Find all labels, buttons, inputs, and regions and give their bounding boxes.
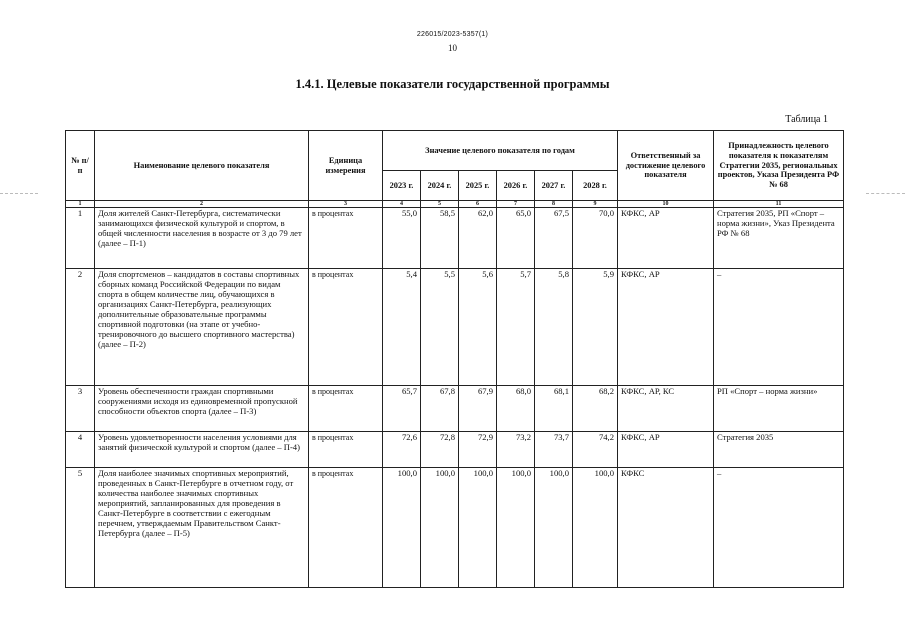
value-2028: 74,2 bbox=[573, 432, 618, 468]
value-2028: 100,0 bbox=[573, 468, 618, 588]
responsible: КФКС bbox=[618, 468, 714, 588]
value-2025: 62,0 bbox=[459, 208, 497, 269]
table-row bbox=[66, 386, 844, 432]
header-year: 2026 г. bbox=[497, 171, 535, 201]
responsible: КФКС, АР bbox=[618, 208, 714, 269]
table-row bbox=[66, 432, 844, 468]
value-2026: 73,2 bbox=[497, 432, 535, 468]
affiliation: – bbox=[714, 269, 844, 386]
column-number: 10 bbox=[618, 201, 714, 208]
value-2023: 72,6 bbox=[383, 432, 421, 468]
value-2023: 65,7 bbox=[383, 386, 421, 432]
header-year: 2028 г. bbox=[573, 171, 618, 201]
column-number: 5 bbox=[421, 201, 459, 208]
affiliation: – bbox=[714, 468, 844, 588]
table-caption: Таблица 1 bbox=[785, 114, 828, 125]
value-2023: 55,0 bbox=[383, 208, 421, 269]
indicator-name: Уровень обеспеченности граждан спортивными сооружениями исходя из единовременной пропускной способности объектов спорта (далее – П-3) bbox=[95, 386, 309, 432]
value-2028: 5,9 bbox=[573, 269, 618, 386]
value-2024: 100,0 bbox=[421, 468, 459, 588]
header-year: 2024 г. bbox=[421, 171, 459, 201]
row-number: 4 bbox=[66, 432, 95, 468]
indicator-unit: в процентах bbox=[309, 432, 383, 468]
column-number: 4 bbox=[383, 201, 421, 208]
value-2027: 67,5 bbox=[535, 208, 573, 269]
value-2026: 65,0 bbox=[497, 208, 535, 269]
column-number: 11 bbox=[714, 201, 844, 208]
value-2026: 5,7 bbox=[497, 269, 535, 386]
column-number-row bbox=[66, 201, 844, 208]
value-2024: 5,5 bbox=[421, 269, 459, 386]
row-number: 2 bbox=[66, 269, 95, 386]
column-number: 9 bbox=[573, 201, 618, 208]
indicator-name: Доля спортсменов – кандидатов в составы спортивных сборных команд Российской Федерации по видам спорта в общем количестве лиц, обучающихся в организациях Санкт-Петербурга, реализующих дополнительные образовательные программы спортивной подготовки (на этапе от учебно-тренировочного до высшего спортивного мастерства) (далее – П-2) bbox=[95, 269, 309, 386]
header-name: Наименование целевого показателя bbox=[95, 131, 309, 201]
header-year: 2023 г. bbox=[383, 171, 421, 201]
value-2023: 5,4 bbox=[383, 269, 421, 386]
value-2025: 100,0 bbox=[459, 468, 497, 588]
value-2027: 100,0 bbox=[535, 468, 573, 588]
page-number: 10 bbox=[448, 43, 457, 53]
column-number: 3 bbox=[309, 201, 383, 208]
target-indicators-table bbox=[65, 130, 844, 588]
column-number: 8 bbox=[535, 201, 573, 208]
header-unit: Единица измерения bbox=[309, 131, 383, 201]
affiliation: Стратегия 2035 bbox=[714, 432, 844, 468]
value-2024: 72,8 bbox=[421, 432, 459, 468]
table-row bbox=[66, 208, 844, 269]
indicator-unit: в процентах bbox=[309, 208, 383, 269]
value-2023: 100,0 bbox=[383, 468, 421, 588]
value-2025: 67,9 bbox=[459, 386, 497, 432]
indicator-unit: в процентах bbox=[309, 269, 383, 386]
indicator-name: Доля наиболее значимых спортивных мероприятий, проведенных в Санкт-Петербурге в отчетном году, от количества наиболее значимых спортивных мероприятий, запланированных для проведения в Санкт-Петербурге в соответствии с ежегодным перечнем, утверждаемым Правительством Санкт-Петербурга (далее – П-5) bbox=[95, 468, 309, 588]
value-2027: 68,1 bbox=[535, 386, 573, 432]
responsible: КФКС, АР, КС bbox=[618, 386, 714, 432]
responsible: КФКС, АР bbox=[618, 269, 714, 386]
header-values-group: Значение целевого показателя по годам bbox=[383, 131, 618, 171]
header-year: 2027 г. bbox=[535, 171, 573, 201]
value-2027: 73,7 bbox=[535, 432, 573, 468]
indicator-unit: в процентах bbox=[309, 386, 383, 432]
column-number: 1 bbox=[66, 201, 95, 208]
header-number: № п/п bbox=[66, 131, 95, 201]
scan-line-left bbox=[0, 193, 38, 194]
value-2024: 67,8 bbox=[421, 386, 459, 432]
page-title: 1.4.1. Целевые показатели государственной программы bbox=[295, 77, 610, 91]
header-affiliation: Принадлежность целевого показателя к показателям Стратегии 2035, региональных проектов, Указа Президента РФ № 68 bbox=[714, 131, 844, 201]
header-year: 2025 г. bbox=[459, 171, 497, 201]
scan-line-right bbox=[866, 193, 905, 194]
column-number: 7 bbox=[497, 201, 535, 208]
affiliation: Стратегия 2035, РП «Спорт – норма жизни», Указ Президента РФ № 68 bbox=[714, 208, 844, 269]
indicator-unit: в процентах bbox=[309, 468, 383, 588]
indicator-name: Доля жителей Санкт-Петербурга, систематически занимающихся физической культурой и спортом, в общей численности населения в возрасте от 3 до 79 лет (далее – П-1) bbox=[95, 208, 309, 269]
column-number: 6 bbox=[459, 201, 497, 208]
table-row bbox=[66, 468, 844, 588]
value-2024: 58,5 bbox=[421, 208, 459, 269]
value-2028: 68,2 bbox=[573, 386, 618, 432]
value-2025: 5,6 bbox=[459, 269, 497, 386]
responsible: КФКС, АР bbox=[618, 432, 714, 468]
indicator-name: Уровень удовлетворенности населения условиями для занятий физической культурой и спортом (далее – П-4) bbox=[95, 432, 309, 468]
value-2026: 100,0 bbox=[497, 468, 535, 588]
row-number: 1 bbox=[66, 208, 95, 269]
table-row bbox=[66, 269, 844, 386]
document-code: 226015/2023-5357(1) bbox=[416, 31, 489, 38]
affiliation: РП «Спорт – норма жизни» bbox=[714, 386, 844, 432]
row-number: 5 bbox=[66, 468, 95, 588]
row-number: 3 bbox=[66, 386, 95, 432]
value-2027: 5,8 bbox=[535, 269, 573, 386]
value-2026: 68,0 bbox=[497, 386, 535, 432]
value-2025: 72,9 bbox=[459, 432, 497, 468]
header-responsible: Ответственный за достижение целевого показателя bbox=[618, 131, 714, 201]
column-number: 2 bbox=[95, 201, 309, 208]
value-2028: 70,0 bbox=[573, 208, 618, 269]
